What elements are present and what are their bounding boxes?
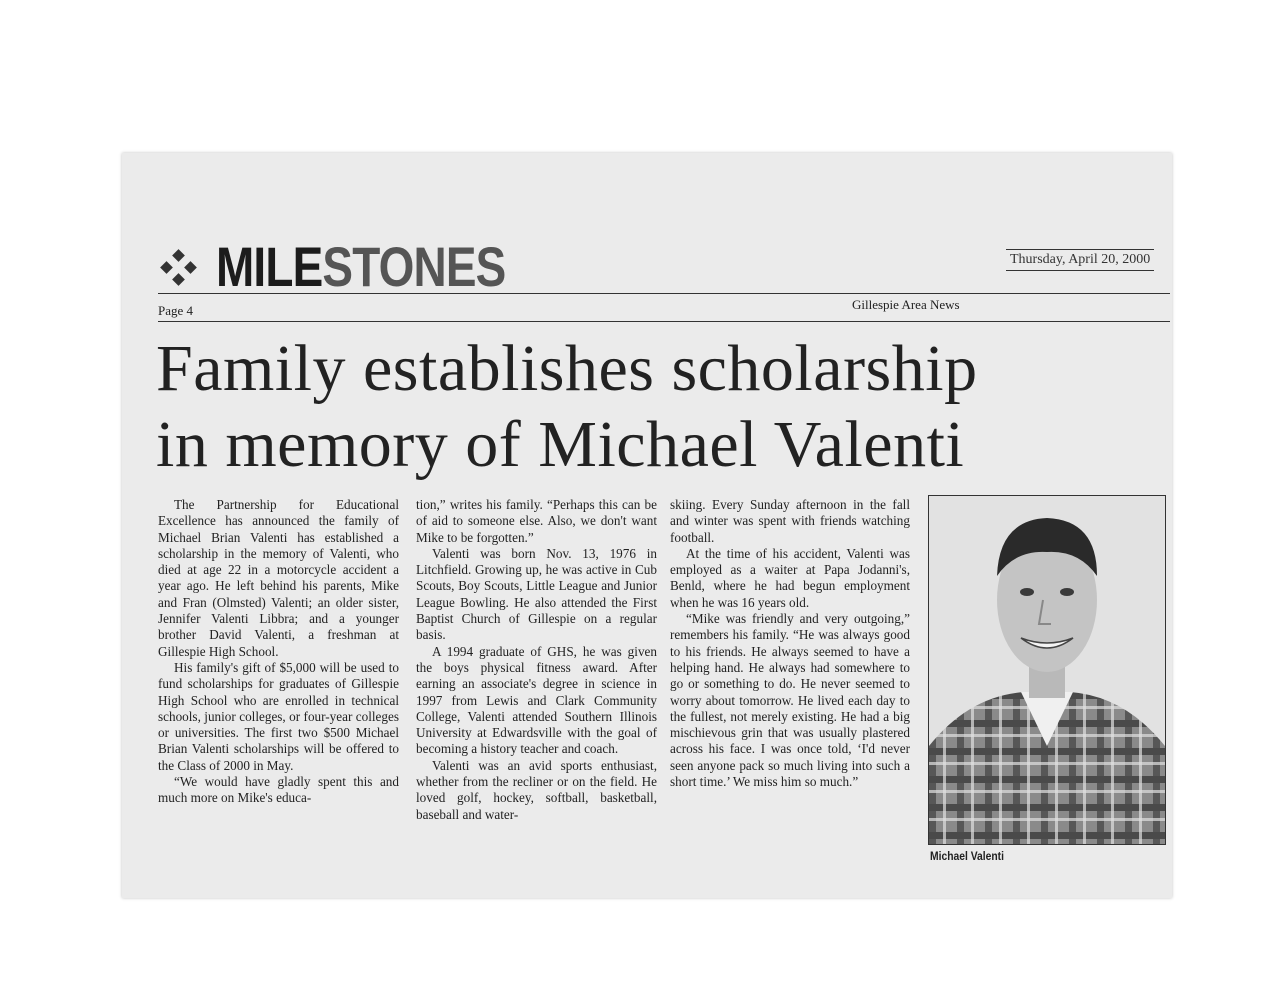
photo-caption: Michael Valenti	[930, 849, 1005, 863]
header-rule-top	[158, 293, 1170, 294]
article-headline	[156, 331, 1166, 483]
newspaper-name: Gillespie Area News	[852, 297, 960, 312]
issue-date: Thursday, April 20, 2000	[1006, 249, 1154, 271]
header-rule-bottom	[158, 321, 1170, 322]
article-column-3	[670, 497, 910, 790]
section-title	[216, 235, 505, 299]
article-column-1	[158, 497, 399, 807]
paragraph: “Mike was friendly and very outgoing,” remembers his family. “He was always good to his friends. He always seemed to have a helping hand. He always had somewhere to go or something to do. He never seemed to worry about tomorrow. He lived each day to the fullest, not merely existing. He had a big mischievous grin that was usually plastered across his face. I was once told, ‘I'd never seen anyone pack so much living into such a short time.’ We miss him so much.”	[670, 611, 910, 790]
section-title-part2: STONES	[322, 235, 506, 298]
section-title-part1: MILE	[216, 235, 323, 298]
newspaper-clipping	[122, 153, 1172, 898]
paragraph: Valenti was born Nov. 13, 1976 in Litchfield. Growing up, he was active in Cub Scouts, Boy Scouts, Little League and Junior League Bowling. He also attended the First Baptist Church of Gillespie on a regular basis.	[416, 545, 657, 643]
paragraph-continued: tion,” writes his family. “Perhaps this can be of aid to someone else. Also, we don't want Mike to be forgotten.”	[416, 497, 657, 545]
page-number: Page 4	[158, 303, 194, 318]
paragraph-continued: skiing. Every Sunday afternoon in the fall and winter was spent with friends watching football.	[670, 497, 910, 545]
portrait-photo	[928, 495, 1166, 845]
paragraph: His family's gift of $5,000 will be used to fund scholarships for graduates of Gillespie High School who are enrolled in technical schools, junior colleges, or four-year colleges or universities. The first two $500 Michael Brian Valenti scholarships will be offered to the Class of 2000 in May.	[158, 659, 399, 773]
paragraph: A 1994 graduate of GHS, he was given the boys physical fitness award. After earning an associate's degree in science in 1997 from Lewis and Clark Community College, Valenti attended Southern Illinois University at Edwardsville with the goal of becoming a history teacher and coach.	[416, 643, 657, 757]
headline-line-2: in memory of Michael Valenti	[156, 408, 965, 481]
headline-line-1: Family establishes scholarship	[156, 332, 978, 405]
portrait-illustration	[929, 496, 1165, 844]
paragraph: At the time of his accident, Valenti was employed as a waiter at Papa Jodanni's, Benld, where he had begun employment when he was 16 years old.	[670, 545, 910, 610]
paragraph: The Partnership for Educational Excellence has announced the family of Michael Brian Valenti has established a scholarship in the memory of Valenti, who died at age 22 in a motorcycle accident a year ago. He left behind his parents, Mike and Fran (Olmsted) Valenti; an older sister, Jennifer Valenti Libbra; and a younger brother David Valenti, a freshman at Gillespie High School.	[158, 497, 399, 659]
paragraph: “We would have gladly spent this and much more on Mike's educa-	[158, 774, 399, 806]
diamond-ornament-icon	[160, 249, 196, 285]
paragraph: Valenti was an avid sports enthusiast, whether from the recliner or on the field. He loved golf, hockey, softball, basketball, baseball and water-	[416, 757, 657, 822]
section-header	[160, 235, 1168, 299]
article-column-2	[416, 497, 657, 823]
